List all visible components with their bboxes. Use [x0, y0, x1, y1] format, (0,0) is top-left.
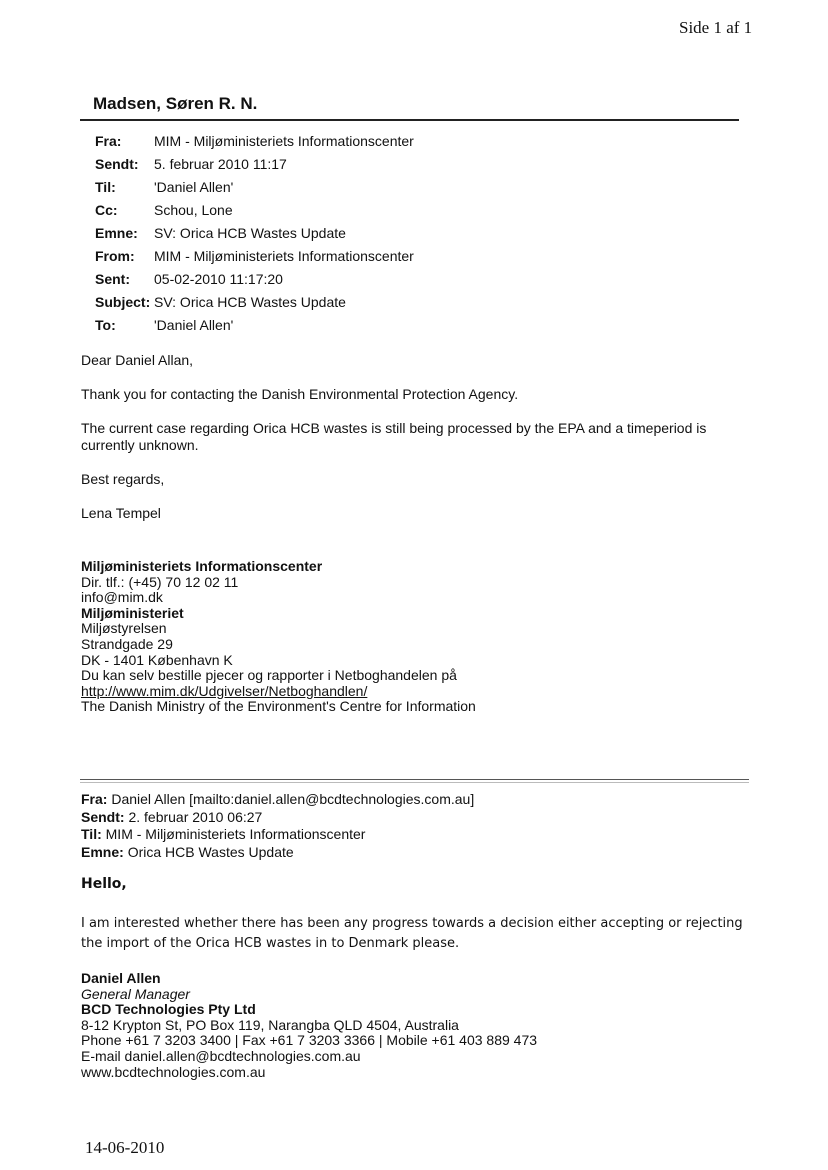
header-row-sendt: [95, 154, 715, 177]
fwd-to-value: MIM - Miljøministeriets Informationscenter: [105, 826, 366, 842]
signature-phone: Dir. tlf.: (+45) 70 12 02 11: [81, 573, 239, 590]
header-label: Subject:: [95, 294, 151, 310]
header-row-emne: [95, 223, 715, 246]
forward-divider: [80, 779, 749, 780]
reply-paragraph-2: The current case regarding Orica HCB wastes is still being processed by the EPA and a timeperiod is currently unknown.: [81, 420, 707, 453]
header-value: 5. februar 2010 11:17: [154, 156, 287, 172]
header-value: Schou, Lone: [154, 202, 233, 218]
header-label: Sent:: [95, 271, 130, 287]
bcd-sig-address: 8-12 Krypton St, PO Box 119, Narangba QLD 4504, Australia: [81, 1016, 459, 1033]
forward-divider-shadow: [80, 782, 749, 783]
header-row-til: [95, 177, 715, 200]
header-row-to: [95, 315, 715, 338]
signature-city: DK - 1401 København K: [81, 651, 233, 668]
header-value: 'Daniel Allen': [154, 179, 234, 195]
header-row-cc: [95, 200, 715, 223]
header-value: 05-02-2010 11:17:20: [154, 271, 283, 287]
signature-org: Miljøministeriets Informationscenter: [81, 558, 323, 574]
forwarded-header: [81, 791, 474, 861]
signature-agency: Miljøstyrelsen: [81, 620, 167, 637]
reply-closing: Best regards,: [81, 471, 165, 487]
header-value: 'Daniel Allen': [154, 317, 234, 333]
reply-greeting: Dear Daniel Allan,: [81, 352, 194, 368]
fwd-from-value: Daniel Allen [mailto:daniel.allen@bcdtechnologies.com.au]: [111, 791, 475, 807]
fwd-subject-value: Orica HCB Wastes Update: [127, 843, 294, 860]
header-row-subject: [95, 292, 715, 315]
netboghandel-link[interactable]: http://www.mim.dk/Udgivelser/Netboghandlen/: [81, 682, 368, 699]
bcd-sig-phone: Phone +61 7 3203 3400 | Fax +61 7 3203 3366 | Mobile +61 403 889 473: [81, 1032, 538, 1049]
signature-ministry: Miljøministeriet: [81, 604, 184, 621]
header-divider: [80, 119, 739, 121]
bcd-sig-email[interactable]: E-mail daniel.allen@bcdtechnologies.com.au: [81, 1047, 361, 1064]
fwd-sent-value: 2. februar 2010 06:27: [128, 808, 263, 825]
header-label: Cc:: [95, 202, 118, 218]
fwd-request: I am interested whether there has been any progress towards a decision either accepting or rejecting the import of the Orica HCB wastes in to Denmark please.: [81, 916, 743, 951]
header-value: MIM - Miljøministeriets Informationscenter: [154, 248, 414, 264]
email-header: [95, 131, 715, 338]
fwd-hello: Hello,: [81, 876, 127, 892]
signature-street: Strandgade 29: [81, 635, 173, 652]
header-row-from: [95, 246, 715, 269]
header-value: SV: Orica HCB Wastes Update: [154, 225, 346, 241]
page-number: Side 1 af 1: [679, 18, 753, 37]
header-label: Til:: [95, 179, 116, 195]
header-label: From:: [95, 248, 135, 264]
bcd-sig-name: Daniel Allen: [81, 970, 161, 986]
header-row-fra: [95, 131, 715, 154]
header-label: Fra:: [95, 133, 122, 149]
header-value: SV: Orica HCB Wastes Update: [154, 294, 346, 310]
sender-name: Madsen, Søren R. N.: [93, 94, 258, 113]
header-label: To:: [95, 317, 116, 333]
signature-email[interactable]: info@mim.dk: [81, 589, 163, 606]
header-label: Sendt:: [95, 156, 139, 172]
bcd-sig-title: General Manager: [81, 985, 190, 1002]
fwd-sent-label: Sendt:: [81, 808, 125, 825]
fwd-to-label: Til:: [81, 826, 102, 842]
fwd-subject-label: Emne:: [81, 843, 124, 860]
header-value: MIM - Miljøministeriets Informationscenter: [154, 133, 414, 149]
bcd-sig-web[interactable]: www.bcdtechnologies.com.au: [81, 1063, 266, 1080]
signature-note: Du kan selv bestille pjecer og rapporter i Netboghandelen på: [81, 667, 457, 684]
signature-english: The Danish Ministry of the Environment's Centre for Information: [81, 698, 476, 715]
fwd-from-label: Fra:: [81, 791, 108, 807]
header-label: Emne:: [95, 225, 138, 241]
bcd-sig-company: BCD Technologies Pty Ltd: [81, 1001, 256, 1018]
print-date: 14-06-2010: [85, 1138, 165, 1157]
reply-paragraph-1: Thank you for contacting the Danish Environmental Protection Agency.: [81, 386, 519, 402]
reply-signer: Lena Tempel: [81, 505, 161, 521]
bcd-signature: [81, 971, 537, 1080]
ministry-signature: [81, 559, 476, 715]
header-row-sent: [95, 269, 715, 292]
